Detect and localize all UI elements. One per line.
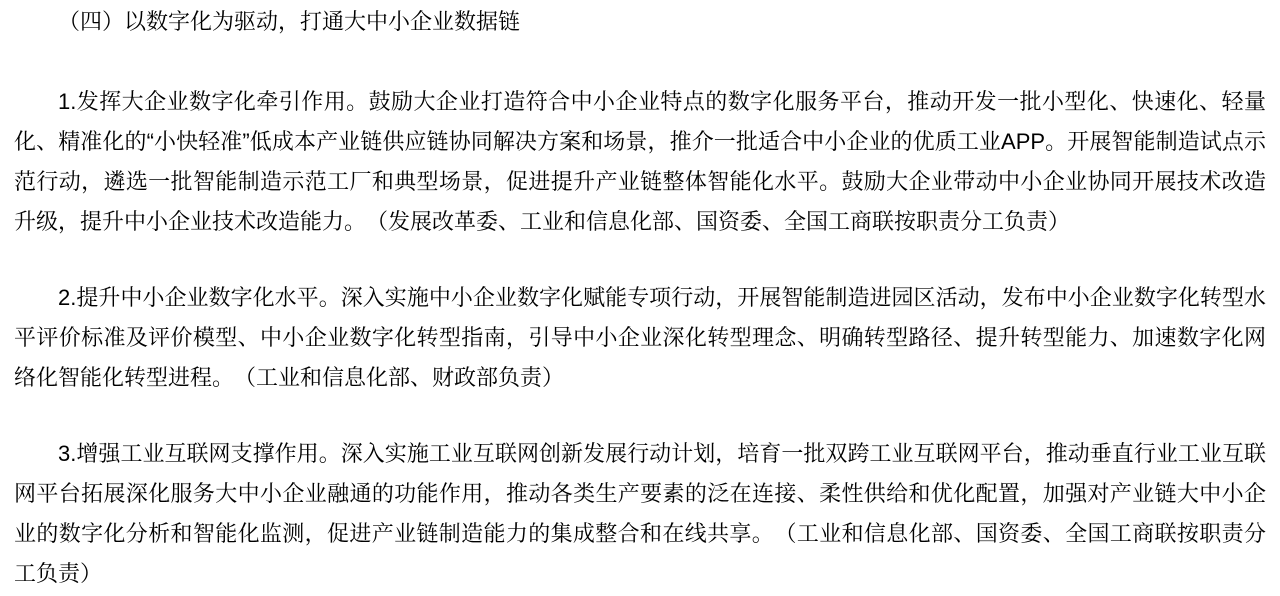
paragraph-sme-digital-level: 2.提升中小企业数字化水平。深入实施中小企业数字化赋能专项行动，开展智能制造进园区活动，发布中小企业数字化转型水平评价标准及评价模型、中小企业数字化转型指南，引导中小企业深化转型理念、明确转型路径、提升转型能力、加速数字化网络化智能化转型进程。 （工业和信息化部、财政部负责） xyxy=(14,285,1266,390)
section-heading: （四）以数字化为驱动，打通大中小企业数据链 xyxy=(58,9,521,34)
paragraph-digital-leadership: 1.发挥大企业数字化牵引作用。鼓励大企业打造符合中小企业特点的数字化服务平台，推动开发一批小型化、快速化、轻量化、精准化的“小快轻准”低成本产业链供应链协同解决方案和场景，推介一批适合中小企业的优质工业APP。开展智能制造试点示范行动，遴选一批智能制造示范工厂和典型场景，促进提升产业链整体智能化水平。鼓励大企业带动中小企业协同开展技术改造升级，提升中小企业技术改造能力。 （发展改革委、工业和信息化部、国资委、全国工商联按职责分工负责） xyxy=(14,89,1266,234)
paragraph-industrial-internet: 3.增强工业互联网支撑作用。深入实施工业互联网创新发展行动计划，培育一批双跨工业互联网平台，推动垂直行业工业互联网平台拓展深化服务大中小企业融通的功能作用，推动各类生产要素的泛在连接、柔性供给和优化配置，加强对产业链大中小企业的数字化分析和智能化监测，促进产业链制造能力的集成整合和在线共享。 （工业和信息化部、国资委、全国工商联按职责分工负责） xyxy=(14,441,1266,586)
